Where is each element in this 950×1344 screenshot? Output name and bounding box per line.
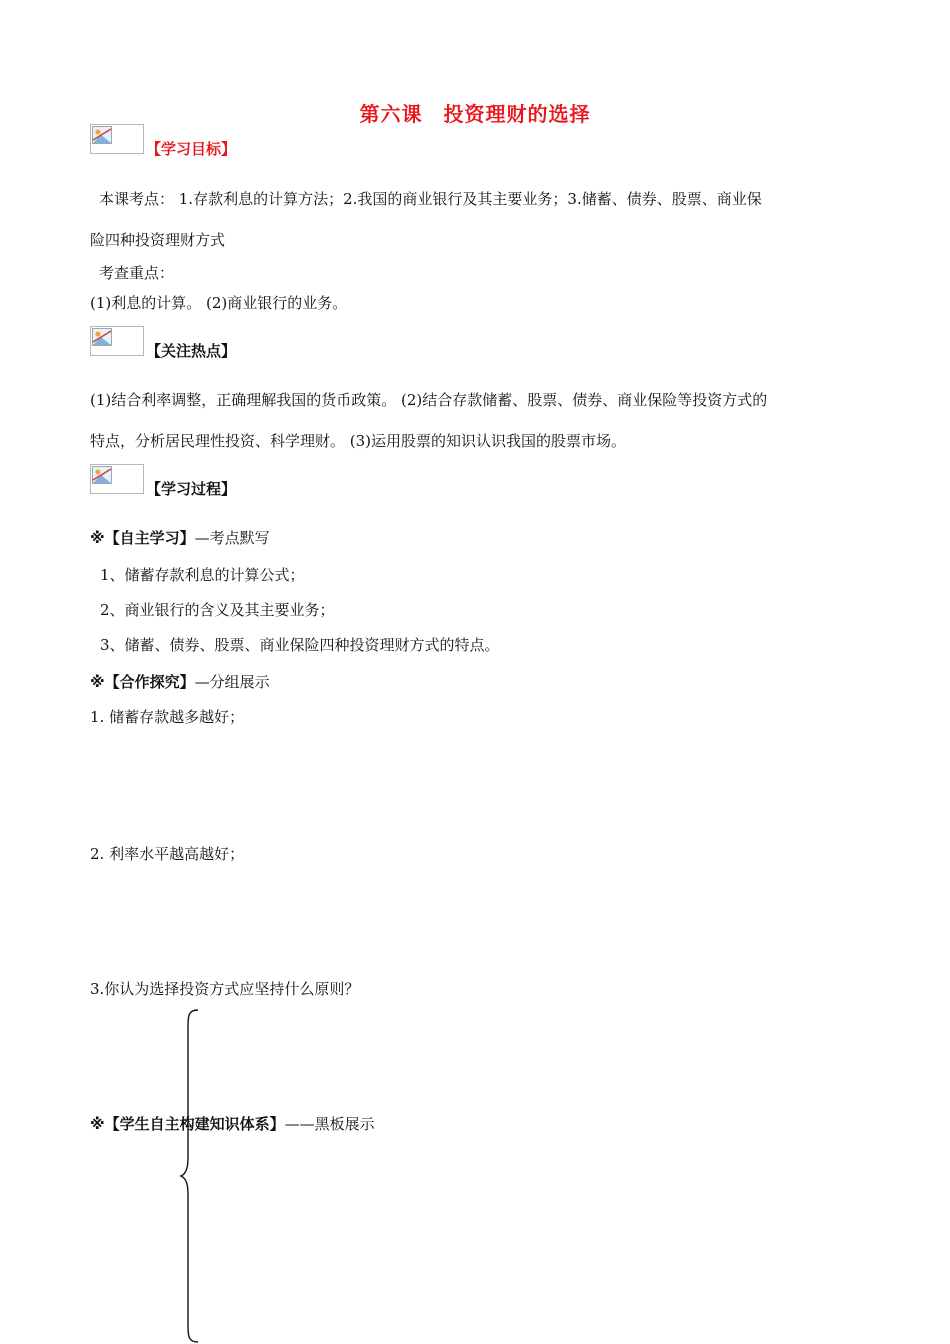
list-item: 1、储蓄存款利息的计算公式； [100,566,305,584]
curly-brace [178,1008,202,1344]
cooperation-label: ※【合作探究】 [90,673,195,691]
focus-line-1: (1)结合利率调整，正确理解我国的货币政策。 (2)结合存款储蓄、股票、债券、商业保险等投资方式的 [90,391,768,409]
focus-line-2: 特点，分析居民理性投资、科学理财。 (3)运用股票的知识认识我国的股票市场。 [90,432,627,450]
goals-line-4: (1)利息的计算。 (2)商业银行的业务。 [90,294,348,312]
question-2: 2. 利率水平越高越好； [90,845,245,863]
goals-line-1: 本课考点： 1.存款利息的计算方法；2.我国的商业银行及其主要业务；3.储蓄、债券、股票、商业保 [99,190,762,208]
section-header-process: 【学习过程】 [146,480,237,498]
self-study-heading [90,527,270,548]
cooperation-heading [90,671,270,692]
knowledge-heading [90,1113,375,1134]
knowledge-label: ※【学生自主构建知识体系】 [90,1115,285,1133]
question-3: 3.你认为选择投资方式应坚持什么原则？ [90,980,360,998]
page-title: 第六课 投资理财的选择 [359,102,591,126]
list-item: 2、商业银行的含义及其主要业务； [100,601,335,619]
broken-image-icon [90,124,144,154]
self-study-label: ※【自主学习】 [90,529,195,547]
goals-line-3: 考查重点： [99,264,175,282]
cooperation-suffix: —分组展示 [194,673,270,691]
section-header-goals: 【学习目标】 [146,140,237,158]
list-item: 3、储蓄、债券、股票、商业保险四种投资理财方式的特点。 [100,636,500,654]
section-header-focus: 【关注热点】 [146,342,237,360]
goals-line-2: 险四种投资理财方式 [90,231,226,249]
broken-image-icon [90,326,144,356]
broken-image-icon [90,464,144,494]
knowledge-suffix: ——黑板展示 [284,1115,375,1133]
question-1: 1. 储蓄存款越多越好； [90,708,245,726]
self-study-suffix: —考点默写 [194,529,270,547]
